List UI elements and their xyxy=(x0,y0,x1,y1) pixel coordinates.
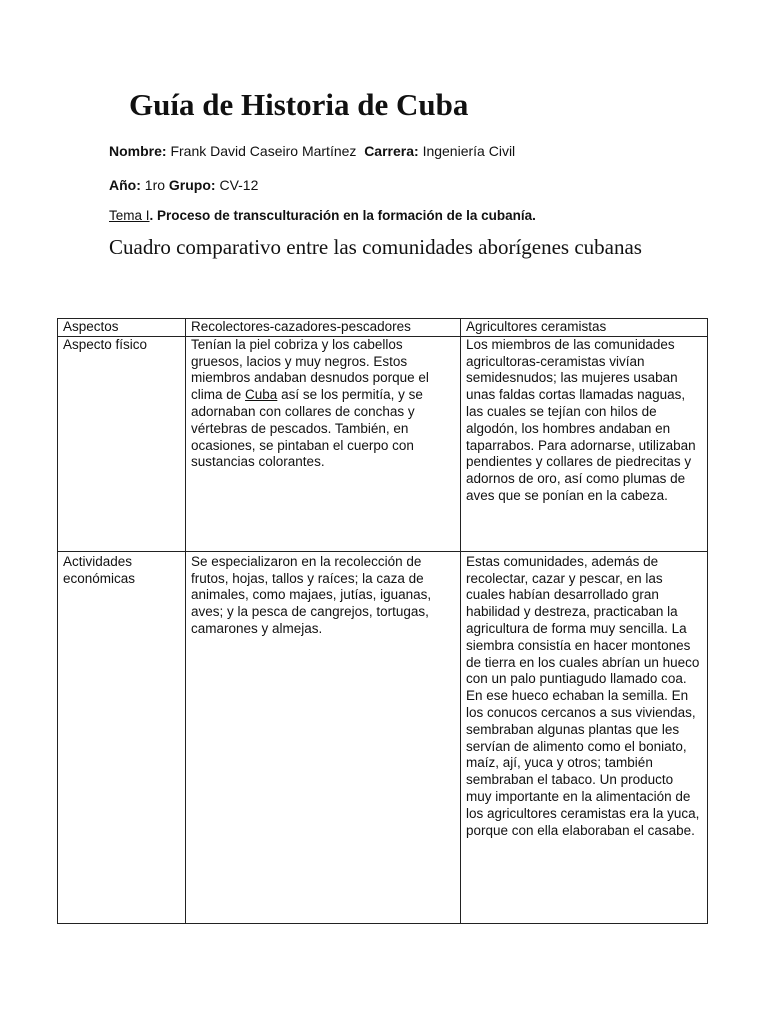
aspect-cell: Actividades económicas xyxy=(58,551,186,923)
table-row xyxy=(58,336,708,551)
table-row xyxy=(58,551,708,923)
topic-label: Tema I xyxy=(109,208,150,223)
table-subtitle: Cuadro comparativo entre las comunidades aborígenes cubanas xyxy=(109,235,642,259)
recolectores-cell xyxy=(186,336,461,551)
year-value: 1ro xyxy=(144,177,166,193)
page-title: Guía de Historia de Cuba xyxy=(129,87,469,122)
recolectores-text-start: Tenían la piel cobriza y los cabellos gruesos, lacios y muy negros. Estos miembros andaban desnudos porque el clima de xyxy=(191,336,429,403)
year-label: Año: xyxy=(109,177,141,193)
agricultores-cell: Estas comunidades, además de recolectar, cazar y pescar, en las cuales habían desarrollado gran habilidad y destreza, practicaban la agricultura de forma muy sencilla. La siembra consistía en hacer montones de tierra en los cuales abrían un hueco con un palo puntiagudo llamado coa. En ese hueco echaban la semilla. En los conucos cercanos a sus viviendas, sembraban algunas plantas que les servían de alimento como el boniato, maíz, ají, yuca y otros; también sembraban el tabaco. Un producto muy importante en la alimentación de los agricultores ceramistas era la yuca, porque con ella elaboraban el casabe. xyxy=(461,551,708,923)
group-value: CV-12 xyxy=(219,177,259,193)
topic-line xyxy=(109,207,536,225)
recolectores-cell: Se especializaron en la recolección de frutos, hojas, tallos y raíces; la caza de animales, como majaes, jutías, iguanas, aves; y la pesca de cangrejos, tortugas, camarones y almejas. xyxy=(186,551,461,923)
name-label: Nombre: xyxy=(109,143,167,159)
header-agricultores: Agricultores ceramistas xyxy=(461,319,708,337)
agricultores-cell: Los miembros de las comunidades agricultoras-ceramistas vivían semidesnudos; las mujeres usaban unas faldas cortas llamadas naguas, las cuales se tejían con hilos de algodón, los hombres andaban en taparrabos. Para adornarse, utilizaban pendientes y collares de piedrecitas y adornos de oro, así como plumas de aves que se ponían en la cabeza. xyxy=(461,336,708,551)
group-label: Grupo: xyxy=(168,177,216,193)
recolectores-text-end: así se los permitía, y se adornaban con collares de conchas y vértebras de pescados. También, en ocasiones, se pintaban el cuerpo con sustancias colorantes. xyxy=(191,387,423,470)
student-info-line xyxy=(109,142,515,160)
aspect-cell: Aspecto físico xyxy=(58,336,186,551)
table-header-row xyxy=(58,319,708,337)
year-group-line xyxy=(109,176,258,194)
career-value: Ingeniería Civil xyxy=(422,143,516,159)
comparison-table xyxy=(57,318,708,924)
header-aspectos: Aspectos xyxy=(58,319,186,337)
header-recolectores: Recolectores-cazadores-pescadores xyxy=(186,319,461,337)
name-value: Frank David Caseiro Martínez xyxy=(170,143,357,159)
career-label: Carrera: xyxy=(364,143,419,159)
topic-text: . Proceso de transculturación en la formación de la cubanía. xyxy=(149,208,536,223)
cuba-link[interactable]: Cuba xyxy=(245,387,278,403)
